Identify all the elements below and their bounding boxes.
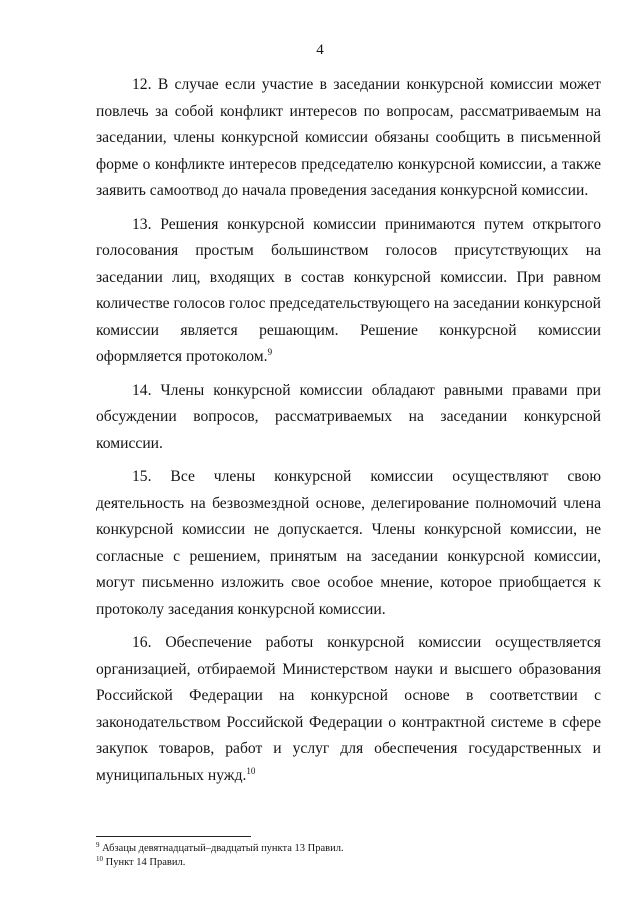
footnote-text: Пункт 14 Правил.: [105, 857, 186, 868]
footnote-10: [96, 856, 601, 870]
paragraph-16: [96, 630, 601, 789]
footnote-ref-10: 10: [246, 765, 256, 776]
paragraph-text: 15. Все члены конкурсной комиссии осуществляют свою деятельность на безвозмездной основе, делегирование полномочий члена конкурсной комиссии не допускается. Члены конкурсной комиссии, не согласные с решением, принятым на заседании конкурсной комиссии, могут письменно изложить свое особое мнение, которое приобщается к протоколу заседания конкурсной комиссии.: [96, 468, 601, 618]
paragraph-13: [96, 212, 601, 371]
paragraph-text: 14. Члены конкурсной комиссии обладают равными правами при обсуждении вопросов, рассматриваемых на заседании конкурсной комиссии.: [96, 381, 601, 452]
footnotes: [96, 842, 601, 870]
paragraph-14: [96, 378, 601, 458]
footnote-marker: 10: [96, 855, 103, 863]
paragraph-text: 12. В случае если участие в заседании конкурсной комиссии может повлечь за собой конфликт интересов по вопросам, рассматриваемым на заседании, члены конкурсной комиссии обязаны сообщить в письменной форме о конфликте интересов председателю конкурсной комиссии, а также заявить самоотвод до начала проведения заседания конкурсной комиссии.: [96, 76, 601, 199]
paragraph-text: 13. Решения конкурсной комиссии принимаются путем открытого голосования простым большинством голосов присутствующих на заседании лиц, входящих в состав конкурсной комиссии. При равном количестве голосов голос председательствующего на заседании конкурсной комиссии является решающим. Решение конкурсной комиссии оформляется протоколом.: [96, 215, 601, 365]
footnote-marker: 9: [96, 841, 100, 849]
paragraph-12: [96, 72, 601, 205]
document-body: [96, 72, 601, 796]
paragraph-text: 16. Обеспечение работы конкурсной комиссии осуществляется организацией, отбираемой Министерством науки и высшего образования Российской Федерации на конкурсной основе в соответствии с законодательством Российской Федерации о контрактной системе в сфере закупок товаров, работ и услуг для обеспечения государственных и муниципальных нужд.: [96, 634, 601, 784]
page-number: 4: [316, 42, 324, 58]
footnote-text: Абзацы девятнадцатый–двадцатый пункта 13 Правил.: [102, 843, 344, 854]
footnote-9: [96, 842, 601, 856]
footnote-ref-9: 9: [267, 347, 273, 357]
paragraph-15: [96, 464, 601, 623]
footnote-separator: [96, 836, 251, 837]
